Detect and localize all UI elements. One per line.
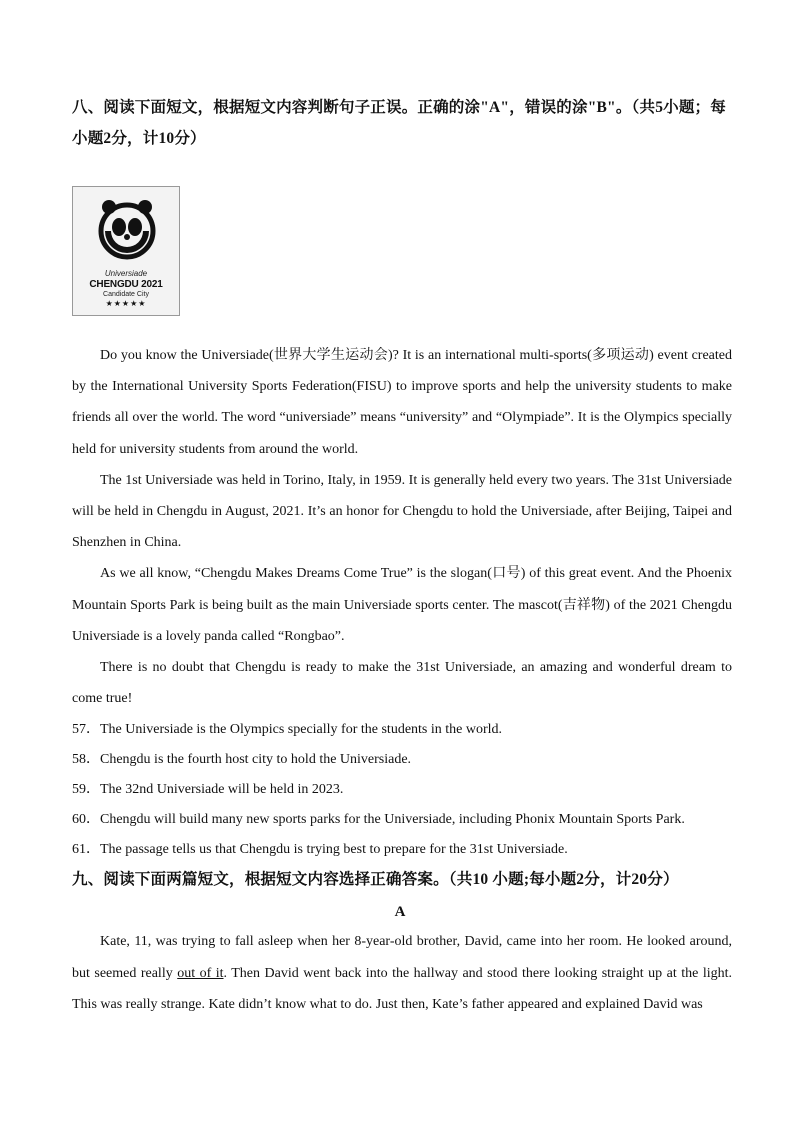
logo-text-universiade: Universiade <box>104 269 148 278</box>
section-9-heading: 九、阅读下面两篇短文，根据短文内容选择正确答案。（共10 小题;每小题2分，计20分） <box>72 871 679 888</box>
passage-paragraph-2: The 1st Universiade was held in Torino, Italy, in 1959. It is generally held every two years. The 31st Universiade will be held in Chengdu in August, 2021. It’s an honor for Chengdu to hold the Universiade, after Beijing, Taipei and Shenzhen in China. <box>72 472 732 551</box>
universiade-logo <box>72 186 180 316</box>
logo-text-candidate: Candidate City <box>103 291 149 298</box>
passage-paragraph-4: There is no doubt that Chengdu is ready to make the 31st Universiade, an amazing and wonderful dream to come true! <box>72 660 732 707</box>
passage-a-title: A <box>394 904 406 920</box>
underlined-phrase: out of it <box>177 965 224 981</box>
passage-a-text-start: Kate, 11, was trying to fall asleep when her 8-year-old brother, David, came into her room. He looked around, but seemed really <box>72 934 732 981</box>
question-58: 58．Chengdu is the fourth host city to hold the Universiade. <box>72 752 412 767</box>
logo-text-chengdu: CHENGDU 2021 <box>89 279 163 290</box>
panda-emblem-icon <box>93 197 161 261</box>
question-list <box>72 715 732 865</box>
section-8-heading: 八、阅读下面短文，根据短文内容判断句子正误。正确的涂"A"，错误的涂"B"。（共5小题；每小题2分，计10分） <box>72 99 726 147</box>
question-57: 57．The Universiade is the Olympics specially for the students in the world. <box>72 722 503 737</box>
question-59: 59．The 32nd Universiade will be held in 2023. <box>72 782 344 797</box>
question-61: 61．The passage tells us that Chengdu is trying best to prepare for the 31st Universiade. <box>72 842 568 857</box>
passage-a <box>72 926 732 1021</box>
reading-passage <box>72 340 732 714</box>
question-60: 60．Chengdu will build many new sports parks for the Universiade, including Phonix Mountain Sports Park. <box>72 812 685 827</box>
passage-a-paragraph-1 <box>72 926 732 1021</box>
logo-stars: ★★★★★ <box>105 299 147 308</box>
passage-paragraph-1: Do you know the Universiade(世界大学生运动会)? It is an international multi-sports(多项运动) event created by the International University Sports Federation(FISU) to improve sports and help the university students to make friends all over the world. The word “universiade” means “university” and “Olympiade”. It is the Olympics specially held for university students from around the world. <box>72 348 732 457</box>
passage-a-text-end: . Then David went back into the hallway and stood there looking straight up at the light. This was really strange. Kate didn’t know what to do. Just then, Kate’s father appeared and explained David was <box>72 965 733 1012</box>
passage-paragraph-3: As we all know, “Chengdu Makes Dreams Come True” is the slogan(口号) of this great event. And the Phoenix Mountain Sports Park is being built as the main Universiade sports center. The mascot(吉祥物) of the 2021 Chengdu Universiade is a lovely panda called “Rongbao”. <box>72 566 732 644</box>
